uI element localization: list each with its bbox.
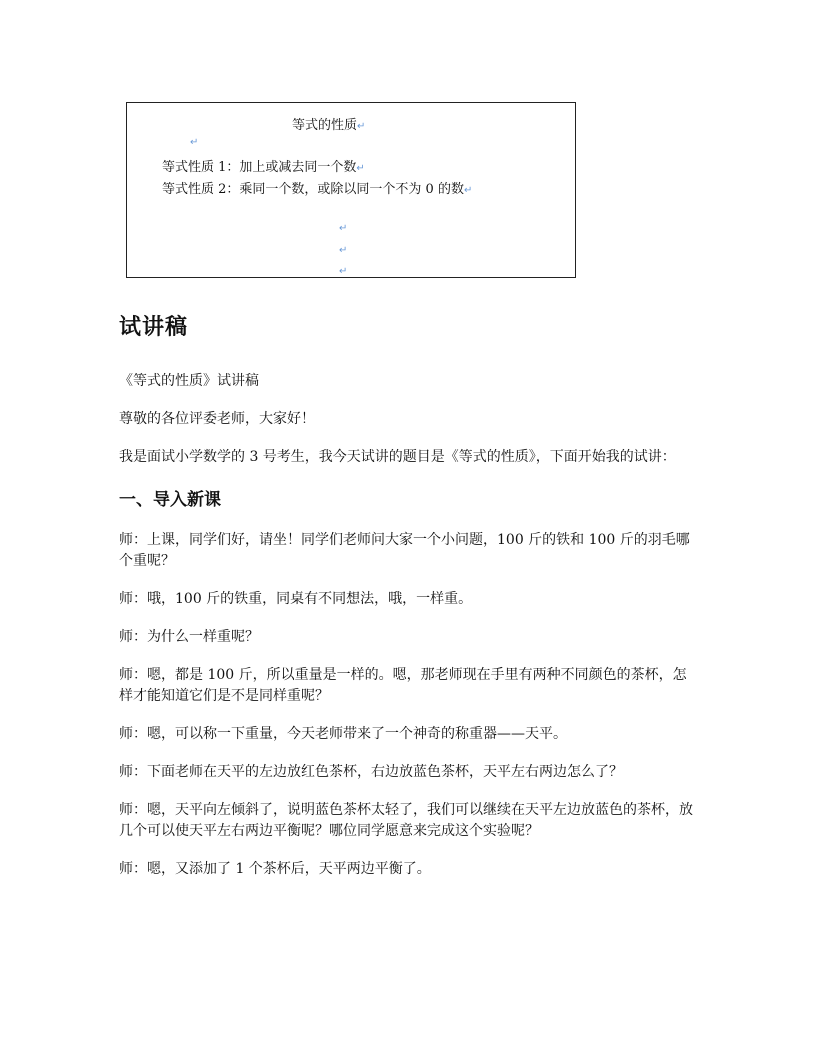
page-title: 试讲稿 — [119, 315, 189, 340]
textbook-box — [126, 102, 576, 278]
return-mark-icon: ↵ — [339, 266, 348, 277]
document-body — [119, 310, 699, 897]
intro-paragraph: 尊敬的各位评委老师，大家好！ — [119, 411, 315, 427]
dialogue-paragraph: 师：上课，同学们好，请坐！同学们老师问大家一个小问题，100 斤的铁和 100 斤的羽毛哪个重呢？ — [119, 532, 690, 569]
dialogue-paragraph: 师：下面老师在天平的左边放红色茶杯，右边放蓝色茶杯，天平左右两边怎么了？ — [119, 764, 623, 780]
dialogue-paragraph: 师：嗯，又添加了 1 个茶杯后，天平两边平衡了。 — [119, 861, 431, 877]
dialogue-paragraph: 师：嗯，天平向左倾斜了，说明蓝色茶杯太轻了，我们可以继续在天平左边放蓝色的茶杯，放几个可以使天平左右两边平衡呢？哪位同学愿意来完成这个实验呢？ — [119, 802, 693, 839]
dialogue-paragraph: 师：哦，100 斤的铁重，同桌有不同想法，哦，一样重。 — [119, 591, 473, 607]
return-mark-icon: ↵ — [190, 137, 199, 148]
dialogue-paragraph: 师：嗯，都是 100 斤，所以重量是一样的。嗯，那老师现在手里有两种不同颜色的茶杯，怎样才能知道它们是不是同样重呢？ — [119, 667, 687, 704]
intro-paragraph: 《等式的性质》试讲稿 — [119, 373, 259, 389]
return-mark-icon: ↵ — [339, 245, 348, 256]
dialogue-paragraph: 师：嗯，可以称一下重量，今天老师带来了一个神奇的称重器——天平。 — [119, 726, 567, 742]
box-title: 等式的性质↵ — [292, 118, 366, 133]
property-2: 等式性质 2：乘同一个数，或除以同一个不为 0 的数↵ — [162, 182, 473, 197]
return-mark-icon: ↵ — [463, 185, 473, 196]
return-mark-icon: ↵ — [356, 163, 365, 174]
dialogue-paragraph: 师：为什么一样重呢？ — [119, 629, 259, 645]
property-1: 等式性质 1：加上或减去同一个数↵ — [162, 160, 365, 175]
return-mark-icon: ↵ — [339, 223, 348, 234]
section-heading: 一、导入新课 — [119, 490, 221, 510]
intro-paragraph: 我是面试小学数学的 3 号考生，我今天试讲的题目是《等式的性质》，下面开始我的试讲： — [119, 449, 676, 465]
return-mark-icon: ↵ — [357, 121, 366, 132]
